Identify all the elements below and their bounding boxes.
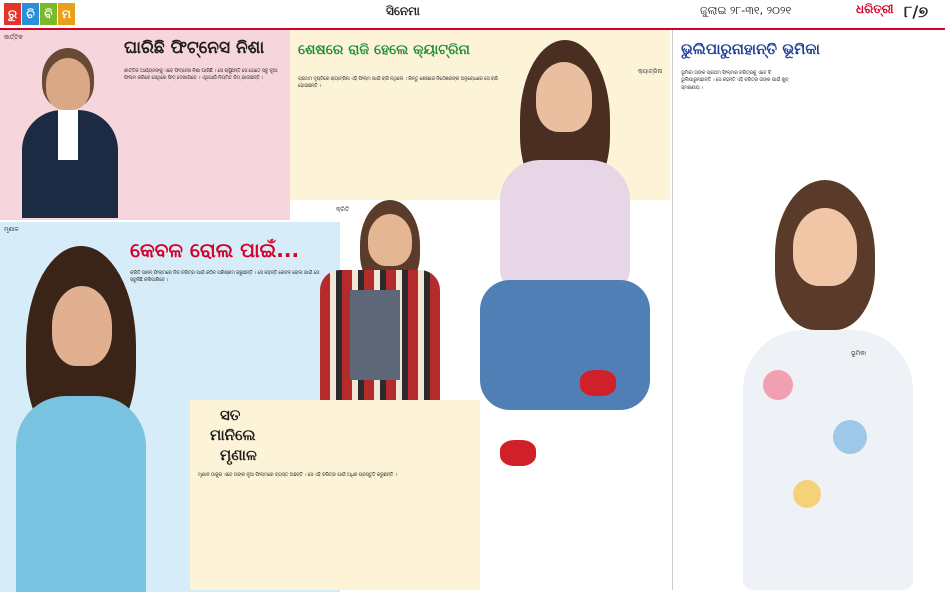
logo-char: ରୁ	[4, 3, 21, 25]
issue-date: ଜୁଲାଇ ୨୮-୩୧, ୨୦୨୧	[700, 4, 792, 17]
mrunal2-headline-3: ମୃଣାଳ	[220, 446, 257, 464]
kartik-article	[0, 30, 290, 220]
kartik-caption: କାର୍ତ୍ତିକ	[4, 34, 23, 41]
bhumika-headline: ଭୁଲିପାରୁନାହାନ୍ତି ଭୂମିକା	[681, 40, 820, 58]
bhumika-photo	[713, 180, 943, 590]
mrunal2-body: ମୃଣାଳ ଠାକୁର ଏବେ ତାଙ୍କ ନୂଆ ଫିଲ୍ମରେ ବ୍ୟସ୍ତ ଅଛନ୍ତି । ସେ ଏହି ଚରିତ୍ର ପାଇଁ ଅଧିକ ପ୍ରସ୍ତୁତି କରୁଛନ୍ତି ।	[198, 473, 397, 478]
section-logo	[4, 3, 75, 25]
katrina-caption: କ୍ୟାଟ୍ରିନା	[638, 68, 663, 75]
page-header	[0, 0, 945, 30]
bhumika-article	[672, 30, 945, 590]
mrunal-headline: କେବଳ ରୋଲ ପାଇଁ...	[130, 238, 300, 262]
mrunal-photo	[6, 246, 156, 592]
kartik-body: କାର୍ତ୍ତିକ ଆର୍ଯ୍ୟନଙ୍କୁ ଏବେ ଫିଟ୍‌ନେସ ନିଶା ଘାରିଛି । ସେ ଚାହୁଁଛନ୍ତି ସେ ଯେତେ ସବୁ ନୂଆ ଫିଲ୍ମ କରିବେ ସେଥିରେ ଫିଟ୍ ଦେଖାଯିବେ । ଏଥିପାଇଁ ନିୟମିତ ଜିମ୍ ଯାଉଛନ୍ତି ।	[124, 69, 278, 82]
mrunal2-headline-1: ସତ	[220, 406, 241, 424]
mrunal-body: କ୍ରିତି ସାନନ୍ ଫିଲ୍ମରେ ନିଜ ଚରିତ୍ର ପାଇଁ କଠିନ ପରିଶ୍ରମ କରୁଛନ୍ତି । ସେ କହନ୍ତି କେବଳ ରୋଲ ପାଇଁ ସେ ସବୁକିଛି କରିପାରିବେ ।	[130, 271, 320, 284]
logo-char: ବି	[40, 3, 57, 25]
mrunal2-headline-2: ମାନିଲେ	[210, 426, 256, 444]
newspaper-brand: ଧରିତ୍ରୀ	[856, 2, 894, 16]
page-number: ୮/୭	[904, 2, 928, 21]
katrina-body: ପ୍ରଥମ ଦୃଷ୍ଟିରେ କ୍ୟାଟ୍ରିନା ଏହି ଫିଲ୍ମ ପାଇଁ ରାଜି ନଥିଲେ । କିନ୍ତୁ ଶେଷରେ ନିର୍ଦ୍ଦେଶକଙ୍କ ଅନୁରୋଧରେ ସେ ରାଜି ହୋଇଛନ୍ତି ।	[298, 77, 498, 90]
katrina-headline: ଶେଷରେ ରାଜି ହେଲେ କ୍ୟାଟ୍ରିନା	[298, 42, 470, 58]
mrunal-caption: ମୃଣାଳ	[4, 226, 19, 233]
mrunal2-article	[190, 400, 480, 590]
kriti-caption: କ୍ରିତି	[336, 206, 350, 213]
bhumika-caption: ଭୂମିକା	[851, 350, 867, 357]
kartik-headline: ଘାରିଛି ଫିଟ୍‌ନେସ ନିଶା	[124, 38, 265, 58]
kartik-photo	[14, 48, 124, 218]
katrina-photo	[460, 40, 670, 500]
bhumika-body: ଭୂମିକା ତାଙ୍କ ପ୍ରଥମ ଫିଲ୍ମର ଚରିତ୍ରକୁ ଏବେ ବି ଭୁଲିପାରୁନାହାନ୍ତି । ସେ କହନ୍ତି ଏହି ଚରିତ୍ର ତାଙ୍କ ପାଇଁ ଖୁବ୍ ସ୍ମରଣୀୟ ।	[681, 71, 789, 91]
logo-char: ଚି	[22, 3, 39, 25]
logo-char: ମ	[58, 3, 75, 25]
section-title: ସିନେମା	[386, 4, 420, 18]
